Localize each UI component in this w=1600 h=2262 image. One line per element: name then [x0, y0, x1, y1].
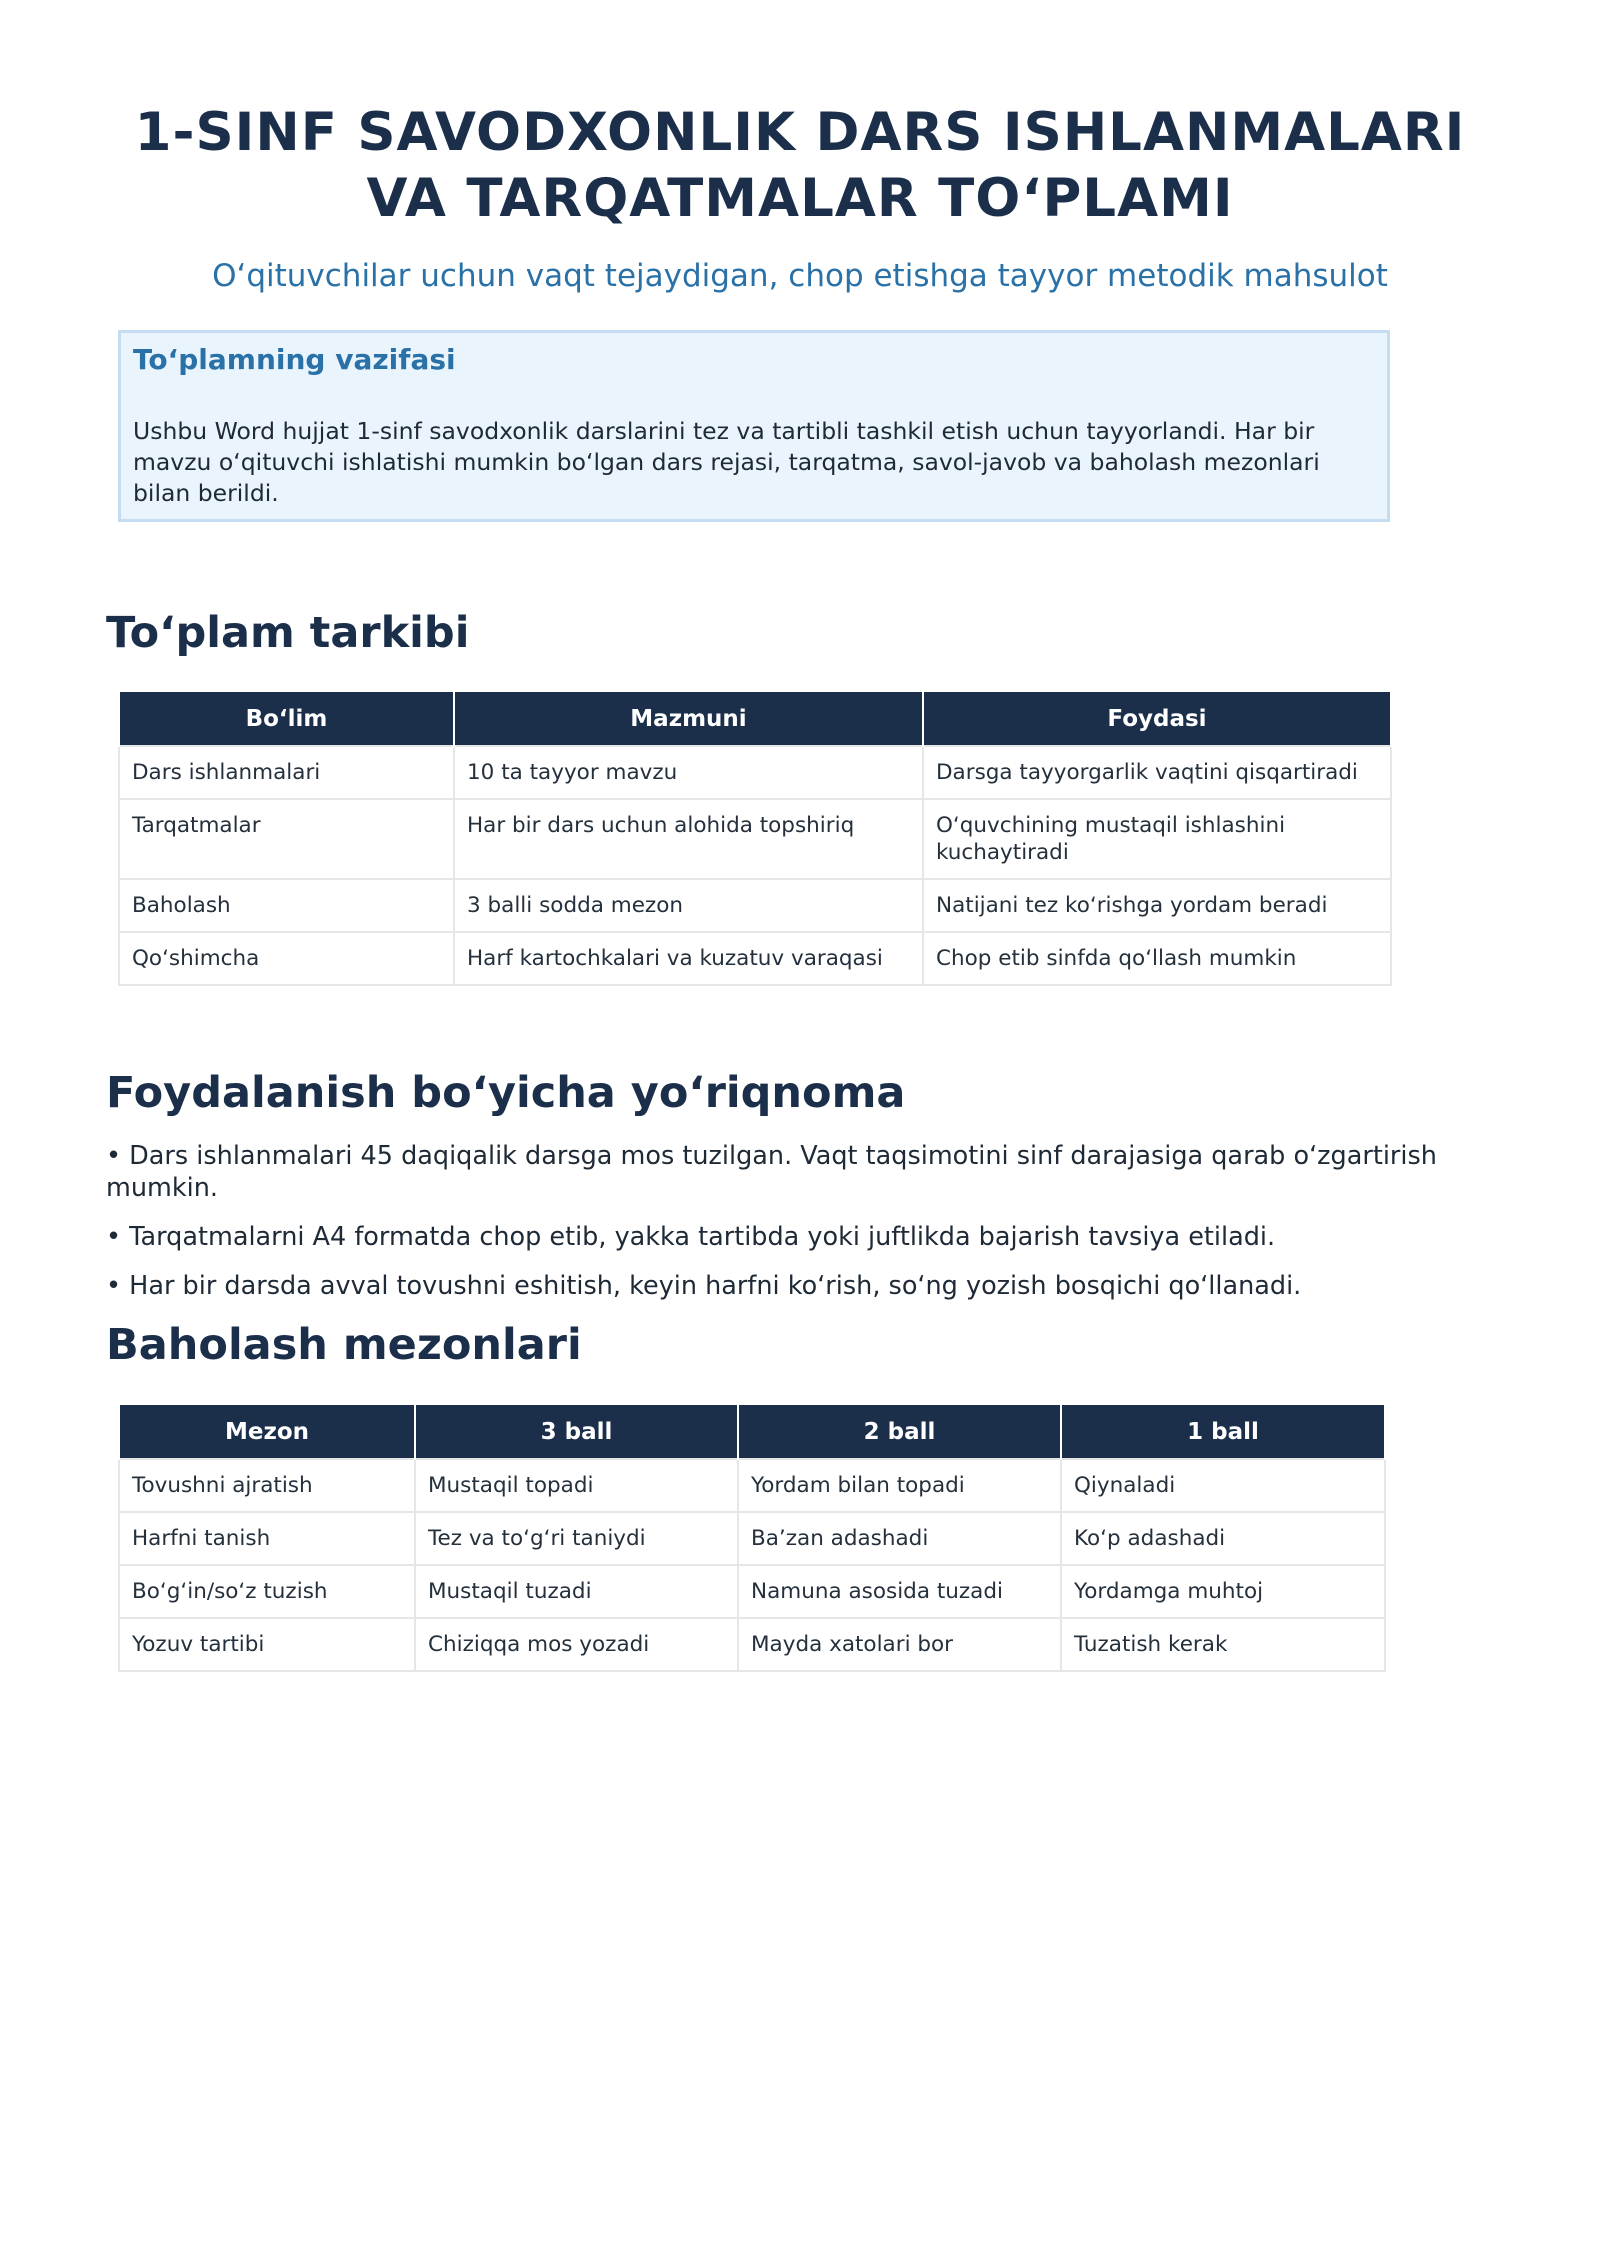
column-header: 2 ball — [738, 1404, 1061, 1459]
table-cell: Ko‘p adashadi — [1061, 1512, 1385, 1565]
column-header: Foydasi — [923, 691, 1391, 746]
table-header-row — [119, 1404, 1385, 1459]
column-header: Bo‘lim — [119, 691, 454, 746]
table-cell: Mustaqil topadi — [415, 1459, 738, 1512]
table-cell: Ba’zan adashadi — [738, 1512, 1061, 1565]
document-subtitle: O‘qituvchilar uchun vaqt tejaydigan, chop etishga tayyor metodik mahsulot — [212, 258, 1388, 294]
table-cell: Yozuv tartibi — [119, 1618, 415, 1671]
callout-heading: To‘plamning vazifasi — [133, 343, 456, 376]
criteria-table — [118, 1403, 1386, 1672]
table-cell: Darsga tayyorgarlik vaqtini qisqartiradi — [923, 746, 1391, 799]
title-line-1: 1-SINF SAVODXONLIK DARS ISHLANMALARI — [134, 102, 1466, 163]
table-row — [119, 1512, 1385, 1565]
table-cell: Yordamga muhtoj — [1061, 1565, 1385, 1618]
table-cell: O‘quvchining mustaqil ishlashini kuchaytiradi — [923, 799, 1391, 879]
table-row — [119, 1565, 1385, 1618]
table-cell: Qiynaladi — [1061, 1459, 1385, 1512]
guide-heading: Foydalanish bo‘yicha yo‘riqnoma — [106, 1068, 906, 1118]
criteria-heading: Baholash mezonlari — [106, 1320, 582, 1370]
table-row — [119, 1459, 1385, 1512]
table-cell: Dars ishlanmalari — [119, 746, 454, 799]
column-header: 3 ball — [415, 1404, 738, 1459]
contents-table — [118, 690, 1392, 986]
table-cell: Qo‘shimcha — [119, 932, 454, 985]
table-cell: Tovushni ajratish — [119, 1459, 415, 1512]
table-cell: 10 ta tayyor mavzu — [454, 746, 923, 799]
guide-list — [106, 1140, 1496, 1319]
table-cell: Bo‘g‘in/so‘z tuzish — [119, 1565, 415, 1618]
table-cell: Namuna asosida tuzadi — [738, 1565, 1061, 1618]
column-header: 1 ball — [1061, 1404, 1385, 1459]
column-header: Mazmuni — [454, 691, 923, 746]
table-row — [119, 932, 1391, 985]
column-header: Mezon — [119, 1404, 415, 1459]
title-line-2: VA TARQATMALAR TO‘PLAMI — [366, 168, 1234, 229]
table-cell: Harfni tanish — [119, 1512, 415, 1565]
table-cell: 3 balli sodda mezon — [454, 879, 923, 932]
table-cell: Natijani tez ko‘rishga yordam beradi — [923, 879, 1391, 932]
table-header-row — [119, 691, 1391, 746]
table-cell: Yordam bilan topadi — [738, 1459, 1061, 1512]
table-cell: Baholash — [119, 879, 454, 932]
document-title — [0, 100, 1600, 232]
table-cell: Tarqatmalar — [119, 799, 454, 879]
contents-heading: To‘plam tarkibi — [106, 608, 470, 658]
list-item: • Dars ishlanmalari 45 daqiqalik darsga mos tuzilgan. Vaqt taqsimotini sinf darajasiga qarab o‘zgartirish mumkin. — [106, 1140, 1496, 1204]
table-cell: Mustaqil tuzadi — [415, 1565, 738, 1618]
table-cell: Chiziqqa mos yozadi — [415, 1618, 738, 1671]
purpose-callout — [118, 330, 1390, 522]
list-item: • Tarqatmalarni A4 formatda chop etib, yakka tartibda yoki juftlikda bajarish tavsiya etiladi. — [106, 1221, 1496, 1253]
table-row — [119, 799, 1391, 879]
table-row — [119, 879, 1391, 932]
table-cell: Harf kartochkalari va kuzatuv varaqasi — [454, 932, 923, 985]
table-cell: Har bir dars uchun alohida topshiriq — [454, 799, 923, 879]
list-item: • Har bir darsda avval tovushni eshitish, keyin harfni ko‘rish, so‘ng yozish bosqichi qo‘llanadi. — [106, 1270, 1496, 1302]
table-cell: Mayda xatolari bor — [738, 1618, 1061, 1671]
callout-body: Ushbu Word hujjat 1-sinf savodxonlik darslarini tez va tartibli tashkil etish uchun tayyorlandi. Har bir mavzu o‘qituvchi ishlatishi mumkin bo‘lgan dars rejasi, tarqatma, savol-javob va baholash mezonlari bilan berildi. — [133, 417, 1320, 507]
table-row — [119, 1618, 1385, 1671]
table-cell: Tuzatish kerak — [1061, 1618, 1385, 1671]
table-cell: Tez va to‘g‘ri taniydi — [415, 1512, 738, 1565]
table-row — [119, 746, 1391, 799]
table-cell: Chop etib sinfda qo‘llash mumkin — [923, 932, 1391, 985]
